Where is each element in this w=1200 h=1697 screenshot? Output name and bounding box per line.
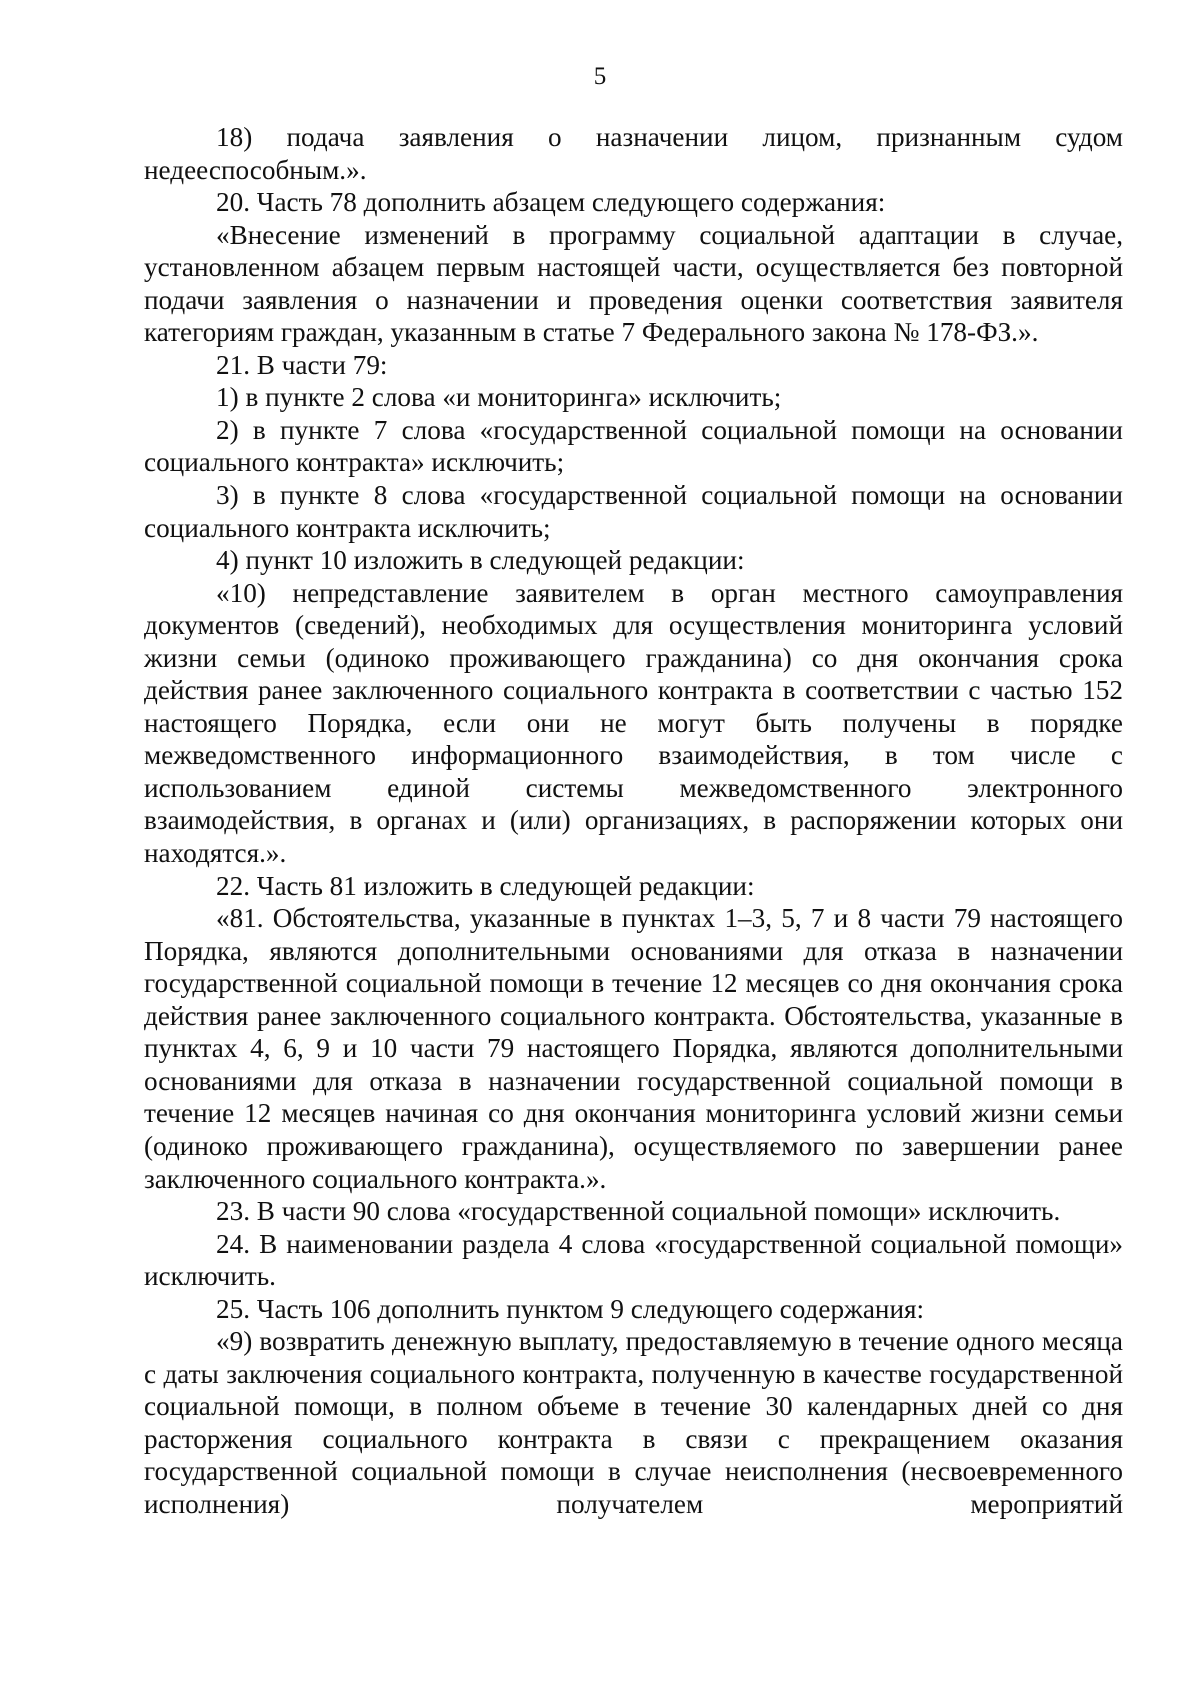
paragraph-20-quote: «Внесение изменений в программу социальной адаптации в случае, установленном абзацем первым настоящей части, осуществляется без повторной подачи заявления о назначении и проведения оценки соответствия заявителя категориям граждан, указанным в статье 7 Федерального закона № 178-ФЗ.». (144, 219, 1123, 348)
paragraph-24: 24. В наименовании раздела 4 слова «государственной социальной помощи» исключить. (144, 1228, 1123, 1292)
paragraph-25-quote: «9) возвратить денежную выплату, предоставляемую в течение одного месяца с даты заключения социального контракта, полученную в качестве государственной социальной помощи, в полном объеме в течение 30 календарных дней со дня расторжения социального контракта в связи с прекращением оказания государственной социальной помощи в случае неисполнения (несвоевременного исполнения) получателем мероприятий (144, 1326, 1123, 1519)
paragraph-21-item-4: 4) пункт 10 изложить в следующей редакции: (216, 545, 745, 576)
paragraph-20: 20. Часть 78 дополнить абзацем следующего содержания: (216, 187, 886, 218)
paragraph-18: 18) подача заявления о назначении лицом, признанным судом недееспособным.». (144, 122, 1123, 185)
paragraph-22: 22. Часть 81 изложить в следующей редакции: (216, 870, 755, 901)
paragraph-23: 23. В части 90 слова «государственной социальной помощи» исключить. (216, 1196, 1061, 1227)
paragraph-22-quote: «81. Обстоятельства, указанные в пунктах 1–3, 5, 7 и 8 части 79 настоящего Порядка, являются дополнительными основаниями для отказа в назначении государственной социальной помощи в течение 12 месяцев со дня окончания срока действия ранее заключенного социального контракта. Обстоятельства, указанные в пунктах 4, 6, 9 и 10 части 79 настоящего Порядка, являются дополнительными основаниями для отказа в назначении государственной социальной помощи в течение 12 месяцев начиная со дня окончания мониторинга условий жизни семьи (одиноко проживающего гражданина), осуществляемого по завершении ранее заключенного социального контракта.». (144, 903, 1123, 1194)
paragraph-21-item-1: 1) в пункте 2 слова «и мониторинга» исключить; (216, 382, 782, 413)
paragraph-21: 21. В части 79: (216, 349, 388, 380)
page-number: 5 (593, 63, 607, 90)
document-body (144, 121, 1123, 1521)
paragraph-25: 25. Часть 106 дополнить пунктом 9 следующего содержания: (216, 1293, 925, 1324)
paragraph-21-item-2: 2) в пункте 7 слова «государственной социальной помощи на основании социального контракта» исключить; (144, 414, 1123, 478)
paragraph-21-item-4-quote: «10) непредставление заявителем в орган местного самоуправления документов (сведений), необходимых для осуществления мониторинга условий жизни семьи (одиноко проживающего гражданина) со дня окончания срока действия ранее заключенного социального контракта в соответствии с частью 152 настоящего Порядка, если они не могут быть получены в порядке межведомственного информационного взаимодействия, в том числе с использованием единой системы межведомственного электронного взаимодействия, в органах и (или) организациях, в распоряжении которых они находятся.». (144, 577, 1123, 869)
paragraph-21-item-3: 3) в пункте 8 слова «государственной социальной помощи на основании социального контракта исключить; (144, 480, 1123, 543)
